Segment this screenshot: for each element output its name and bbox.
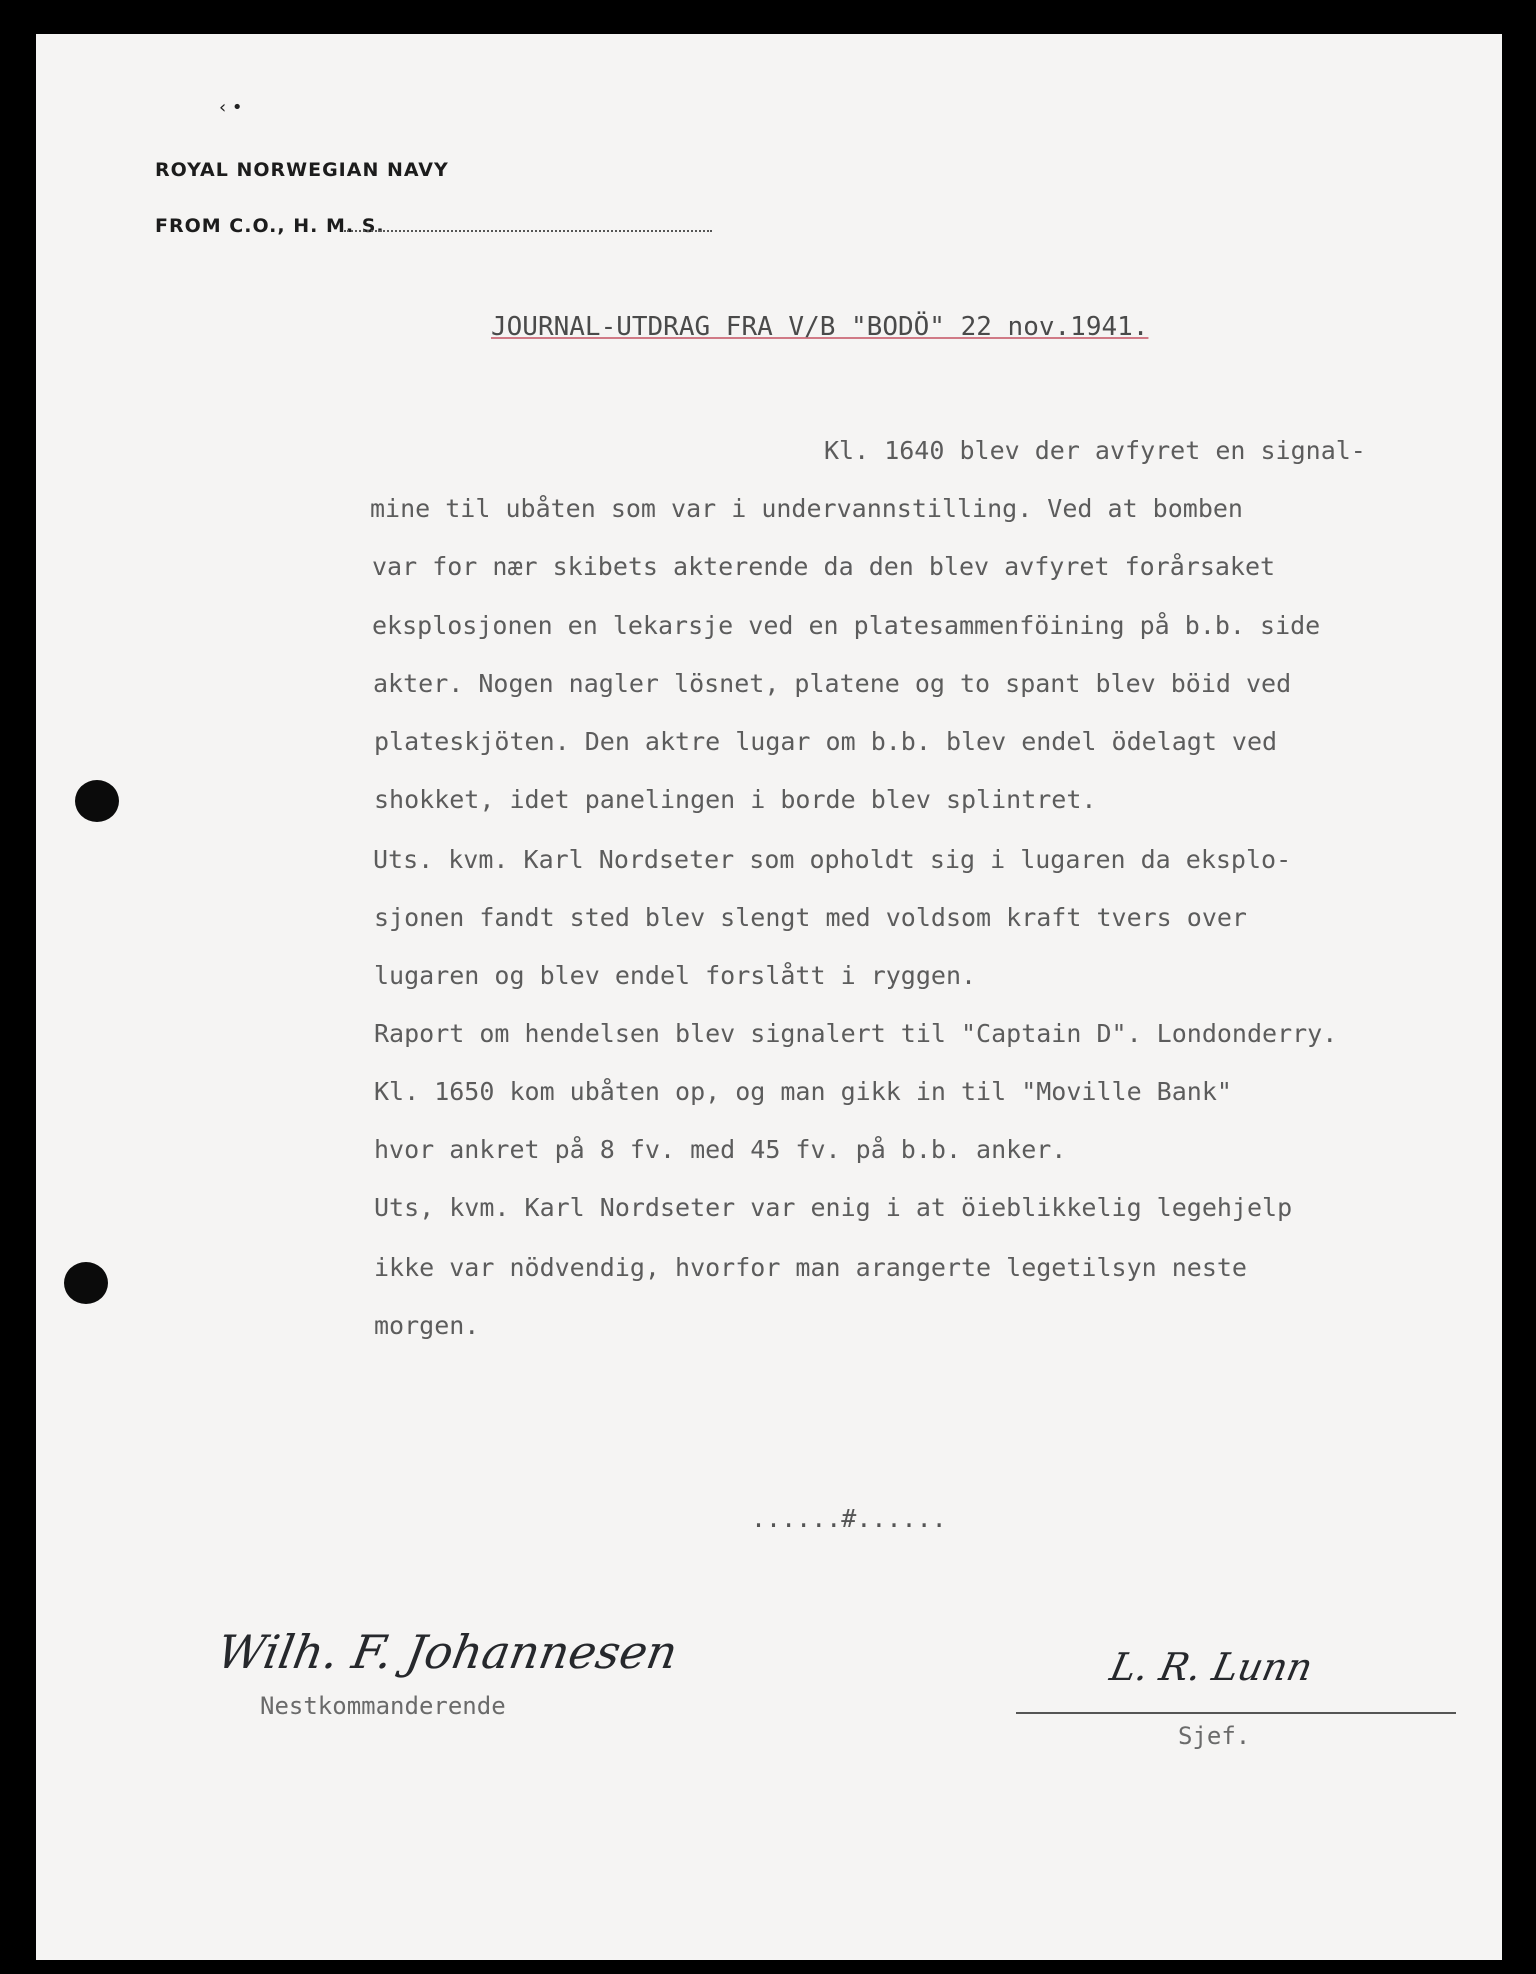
body-line: Kl. 1640 blev der avfyret en signal- xyxy=(824,436,1366,465)
letterhead-navy: ROYAL NORWEGIAN NAVY xyxy=(155,159,449,181)
ink-mark: ‹ • xyxy=(219,97,243,118)
signature-lunn: L. R. Lunn xyxy=(1106,1645,1317,1689)
document-title: JOURNAL-UTDRAG FRA V/B "BODÖ" 22 nov.1941. xyxy=(491,312,1149,342)
body-line: Raport om hendelsen blev signalert til "Captain D". Londonderry. xyxy=(374,1019,1338,1048)
body-line: sjonen fandt sted blev slengt med voldsom kraft tvers over xyxy=(374,903,1247,932)
body-line: Uts. kvm. Karl Nordseter som opholdt sig i lugaren da eksplo- xyxy=(373,845,1292,874)
body-line: eksplosjonen en lekarsje ved en platesammenföining på b.b. side xyxy=(372,611,1321,640)
body-line: hvor ankret på 8 fv. med 45 fv. på b.b. anker. xyxy=(374,1135,1067,1164)
from-dotted-line xyxy=(344,230,712,232)
section-divider: ......#...... xyxy=(751,1504,947,1533)
body-line: morgen. xyxy=(374,1311,480,1340)
punch-hole xyxy=(64,1262,108,1304)
punch-hole xyxy=(75,780,119,822)
document-page xyxy=(36,34,1502,1960)
body-line: Kl. 1650 kom ubåten op, og man gikk in til "Moville Bank" xyxy=(374,1077,1232,1106)
signature-role-right: Sjef. xyxy=(1178,1722,1251,1750)
body-line: mine til ubåten som var i undervannstilling. Ved at bomben xyxy=(370,494,1243,523)
body-line: akter. Nogen nagler lösnet, platene og to spant blev böid ved xyxy=(373,669,1292,698)
body-line: ikke var nödvendig, hvorfor man arangerte legetilsyn neste xyxy=(374,1253,1247,1282)
signature-role-left: Nestkommanderende xyxy=(260,1692,506,1720)
body-line: var for nær skibets akterende da den blev avfyret forårsaket xyxy=(372,552,1276,581)
letterhead-from: FROM C.O., H. M. S. xyxy=(155,215,385,237)
signature-line xyxy=(1016,1712,1456,1714)
body-line: Uts, kvm. Karl Nordseter var enig i at öieblikkelig legehjelp xyxy=(374,1193,1293,1222)
body-line: plateskjöten. Den aktre lugar om b.b. blev endel ödelagt ved xyxy=(374,727,1278,756)
signature-johannesen: Wilh. F. Johannesen xyxy=(213,1625,682,1679)
body-line: shokket, idet panelingen i borde blev splintret. xyxy=(374,785,1097,814)
body-line: lugaren og blev endel forslått i ryggen. xyxy=(374,961,977,990)
